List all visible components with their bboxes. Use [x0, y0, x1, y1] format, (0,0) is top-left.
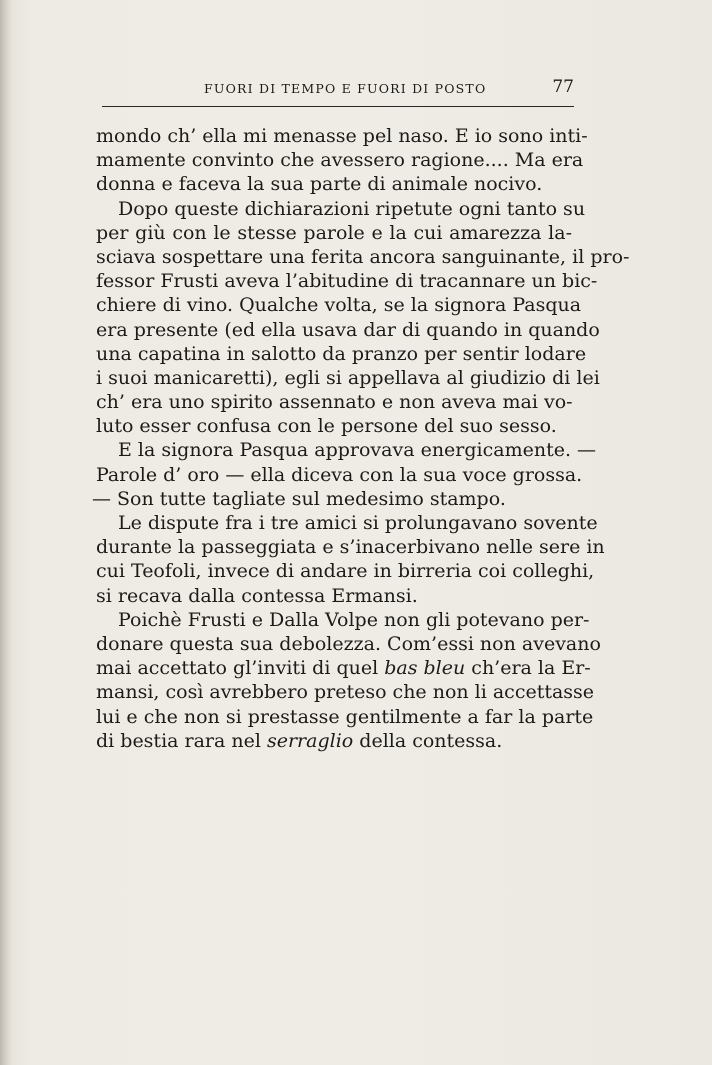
text-line: sciava sospettare una ferita ancora sanguinante, il pro- [96, 245, 630, 268]
text-line-with-italic [96, 729, 572, 753]
page-number: 77 [552, 77, 574, 97]
text-line: Dopo queste dichiarazioni ripetute ogni tanto su [118, 197, 586, 220]
text-line: era presente (ed ella usava dar di quando in quando [96, 318, 600, 341]
text-line: chiere di vino. Qualche volta, se la signora Pasqua [96, 294, 582, 317]
text-line: i suoi manicaretti), egli si appellava al giudizio di lei [96, 366, 600, 389]
text-fragment: della contessa. [359, 729, 503, 752]
text-line: mondo ch’ ella mi menasse pel naso. E io sono inti- [96, 125, 588, 147]
text-line: luto esser confusa con le persone del suo sesso. [96, 415, 557, 438]
italic-term: serraglio [266, 729, 354, 752]
text-line: cui Teofoli, invece di andare in birreria coi colleghi, [96, 560, 595, 583]
text-line: una capatina in salotto da pranzo per sentir lodare [96, 342, 587, 365]
text-line: donare questa sua debolezza. Com’essi non avevano [96, 632, 601, 655]
text-line: fessor Frusti aveva l’abitudine di tracannare un bic- [96, 270, 598, 293]
text-fragment: di bestia rara nel [96, 729, 261, 752]
text-line-with-italic [96, 656, 591, 680]
text-line: E la signora Pasqua approvava energicamente. — [118, 439, 597, 462]
text-line: — Son tutte tagliate sul medesimo stampo. [92, 487, 506, 510]
text-line: si recava dalla contessa Ermansi. [96, 584, 418, 607]
text-line: lui e che non si prestasse gentilmente a far la parte [96, 705, 594, 728]
text-fragment: ch’era la Er- [471, 657, 591, 680]
text-line: mamente convinto che avessero ragione.... Ma era [96, 149, 584, 172]
binding-edge-shadow [0, 0, 12, 1065]
italic-term: bas bleu [384, 657, 466, 680]
text-line: ch’ era uno spirito assennato e non aveva mai vo- [96, 391, 573, 414]
body-text [92, 124, 630, 753]
text-line: mansi, così avrebbero preteso che non li accettasse [96, 681, 595, 704]
text-line: per giù con le stesse parole e la cui amarezza la- [96, 221, 572, 244]
running-title: FUORI DI TEMPO E FUORI DI POSTO [204, 81, 487, 96]
running-head [96, 76, 574, 102]
header-rule [102, 106, 574, 107]
text-line: Poichè Frusti e Dalla Volpe non gli potevano per- [118, 608, 590, 631]
text-line: Parole d’ oro — ella diceva con la sua voce grossa. [96, 463, 583, 486]
text-line: donna e faceva la sua parte di animale nocivo. [96, 173, 543, 196]
text-fragment: mai accettato gl’inviti di quel [96, 657, 379, 680]
text-line: Le dispute fra i tre amici si prolungavano sovente [118, 512, 598, 534]
text-line: durante la passeggiata e s’inacerbivano nelle sere in [96, 536, 605, 559]
